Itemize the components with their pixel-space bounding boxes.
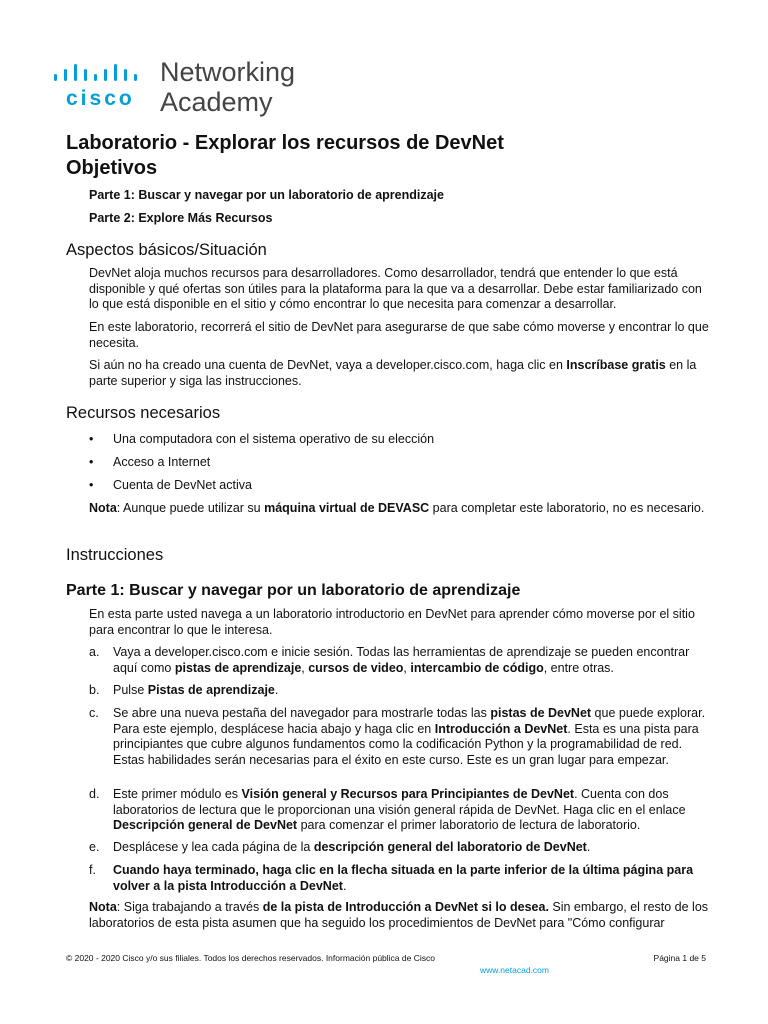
objectives-heading: Objetivos [66,157,158,179]
background-heading: Aspectos básicos/Situación [66,241,267,259]
academy-wordmark [160,57,295,117]
step-c: c. Se abre una nueva pestaña del navegador para mostrarle todas las pistas de DevNet que puede explorar. Para este ejemplo, desplácese hacia abajo y haga clic en Introducción a DevNet. Esta es una pista para principiantes que cubre algunos fundamentos como la codificación Python y la programabilidad de red. Estas habilidades serán necesarias para el éxito en este curso. Este es un gran lugar para empezar. [89,706,706,767]
instructions-heading: Instrucciones [66,546,164,564]
resource-item: • Cuenta de DevNet activa [89,478,252,492]
logo-line-networking: Networking [160,57,296,87]
logo-line-academy: Academy [160,87,273,117]
part-1-intro: En esta parte usted navega a un laboratorio introductorio en DevNet para aprender cómo moverse por el sitio para encontrar lo que le interesa. [89,607,695,637]
objective-part-1: Parte 1: Buscar y navegar por un laboratorio de aprendizaje [89,188,444,202]
part-1-heading: Parte 1: Buscar y navegar por un laboratorio de aprendizaje [66,582,521,599]
step-e: e. Desplácese y lea cada página de la descripción general del laboratorio de DevNet. [89,840,591,854]
background-paragraph-3: Si aún no ha creado una cuenta de DevNet, vaya a developer.cisco.com, haga clic en Inscríbase gratis en la parte superior y siga las instrucciones. [89,358,697,388]
resources-note: Nota: Aunque puede utilizar su máquina virtual de DEVASC para completar este laboratorio, no es necesario. [89,501,705,515]
resource-item: • Una computadora con el sistema operativo de su elección [89,432,435,446]
instructions-note: Nota: Siga trabajando a través de la pista de Introducción a DevNet si lo desea. Sin embargo, el resto de los laboratorios de esta pista asumen que ha seguido los procedimientos de DevNet para "Cómo configurar [89,900,709,930]
footer-copyright: © 2020 - 2020 Cisco y/o sus filiales. Todos los derechos reservados. Información pública de Cisco [66,953,435,963]
step-f: f. Cuando haya terminado, haga clic en la flecha situada en la parte inferior de la última página para volver a la pista Introducción a DevNet. [89,863,694,893]
document-title: Laboratorio - Explorar los recursos de DevNet [66,132,504,154]
background-paragraph-1: DevNet aloja muchos recursos para desarrolladores. Como desarrollador, tendrá que entender lo que está disponible y qué ofertas son útiles para la plataforma para la que va a desarrollar. Debe estar familiarizado con lo que está disponible en el sitio y cómo encontrar lo que necesita para comenzar a desarrollar. [89,266,702,311]
footer-url-link[interactable]: www.netacad.com [480,965,549,975]
background-paragraph-2: En este laboratorio, recorrerá el sitio de DevNet para asegurarse de que sabe cómo moverse y encontrar lo que necesita. [89,320,709,350]
step-b: b. Pulse Pistas de aprendizaje. [89,683,279,697]
objective-part-2: Parte 2: Explore Más Recursos [89,211,273,225]
step-d: d. Este primer módulo es Visión general y Recursos para Principiantes de DevNet. Cuenta con dos laboratorios de lectura que le proporcionan una visión general rápida de DevNet. Haga clic en el enlace Descripción general de DevNet para comenzar el primer laboratorio de lectura de laboratorio. [89,787,686,832]
cisco-networking-academy-logo [52,57,312,117]
page-footer [66,953,706,975]
footer-page-number: Página 1 de 5 [653,953,706,963]
resource-item: • Acceso a Internet [89,455,211,469]
cisco-wordmark: cisco [66,87,135,110]
resources-heading: Recursos necesarios [66,404,221,422]
step-a: a. Vaya a developer.cisco.com e inicie sesión. Todas las herramientas de aprendizaje se pueden encontrar aquí como pistas de aprendizaje, cursos de video, intercambio de código, entre otras. [89,645,690,675]
cisco-bars-icon [52,63,152,85]
